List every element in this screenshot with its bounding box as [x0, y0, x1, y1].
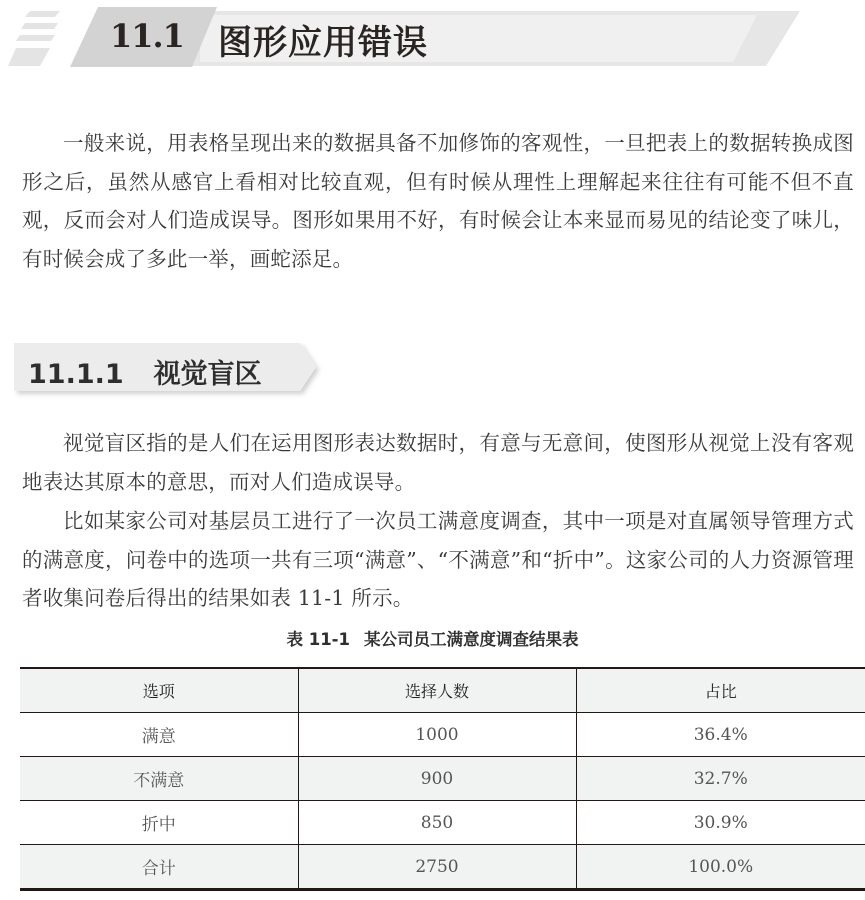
cell-share: 100.0%: [576, 845, 865, 890]
table-caption-number: 表 11-1: [286, 630, 351, 649]
table-row: [20, 713, 865, 757]
table-header-row: [20, 668, 865, 713]
cell-count: 1000: [298, 713, 576, 757]
cell-option: 折中: [20, 801, 298, 845]
header-option: 选项: [20, 668, 298, 713]
intro-paragraph: 一般来说，用表格呈现出来的数据具备不加修饰的客观性，一旦把表上的数据转换成图形之后，虽然从感官上看相对比较直观，但有时候从理性上理解起来往往有可能不但不直观，反而会对人们造成误导。图形如果用不好，有时候会让本来显而易见的结论变了味儿，有时候会成了多此一举，画蛇添足。: [22, 131, 854, 271]
cell-share: 32.7%: [576, 757, 865, 801]
table-caption: [0, 626, 865, 650]
cell-share: 36.4%: [576, 713, 865, 757]
section-paragraph-1: 视觉盲区指的是人们在运用图形表达数据时，有意与无意间，使图形从视觉上没有客观地表达其原本的意思，而对人们造成误导。: [22, 431, 854, 494]
section-number: 11.1.1: [28, 359, 124, 390]
cell-option: 满意: [20, 713, 298, 757]
table-row: [20, 757, 865, 801]
chapter-banner: [0, 0, 865, 72]
cell-share: 30.9%: [576, 801, 865, 845]
cell-option: 不满意: [20, 757, 298, 801]
chapter-number: 11.1: [110, 17, 184, 55]
header-share: 占比: [576, 668, 865, 713]
chapter-title: 图形应用错误: [218, 23, 428, 63]
cell-count: 850: [298, 801, 576, 845]
section-heading: [14, 343, 324, 399]
table-total-row: [20, 845, 865, 890]
survey-results-table: [20, 667, 865, 891]
section-paragraph-2: 比如某家公司对基层员工进行了一次员工满意度调查，其中一项是对直属领导管理方式的满意度，问卷中的选项一共有三项“满意”、“不满意”和“折中”。这家公司的人力资源管理者收集问卷后得出的结果如表 11-1 所示。: [22, 509, 854, 610]
cell-option: 合计: [20, 845, 298, 890]
table-row: [20, 801, 865, 845]
header-count: 选择人数: [298, 668, 576, 713]
table-caption-title: 某公司员工满意度调查结果表: [364, 630, 579, 649]
section-title: 视觉盲区: [153, 359, 262, 390]
cell-count: 2750: [298, 845, 576, 890]
cell-count: 900: [298, 757, 576, 801]
